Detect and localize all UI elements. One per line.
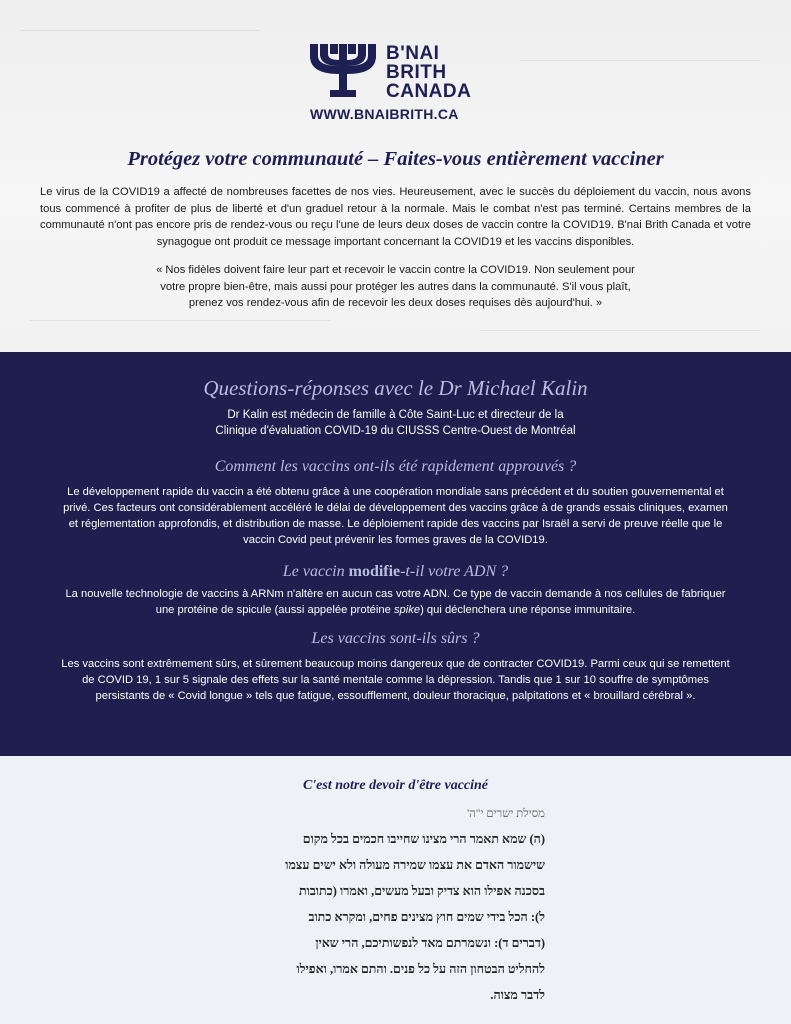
hebrew-line: להחליט הבטחון הזה על כל פנים. והתם אמרו, ואפילו: [296, 962, 545, 976]
paper-texture-line: [480, 330, 760, 331]
hebrew-line: (דברים ד): ונשמרתם מאד לנפשותיכם, הרי שאין: [315, 936, 545, 950]
qa-subtitle-line: Dr Kalin est médecin de famille à Côte Saint-Luc et directeur de la: [227, 409, 564, 421]
qa-title: Questions-réponses avec le Dr Michael Kalin: [203, 376, 588, 400]
website-link[interactable]: WWW.BNAIBRITH.CA: [310, 106, 459, 122]
quote-line: prenez vos rendez-vous afin de recevoir les deux doses requises dès aujourd'hui. »: [188, 297, 603, 309]
paper-texture-line: [30, 320, 330, 321]
answer-dna-part: ) qui déclenchera une réponse immunitaire.: [420, 604, 636, 616]
question-approval: Comment les vaccins ont-ils été rapidement approuvés ?: [214, 458, 577, 475]
question-dna: [0, 563, 791, 581]
hebrew-line: ל): הכל בידי שמים חוץ מצינים פחים, ומקרא כתוב: [308, 910, 545, 924]
qa-subtitle-line: Clinique d'évaluation COVID-19 du CIUSSS Centre-Ouest de Montréal: [215, 425, 576, 437]
quote-line: « Nos fidèles doivent faire leur part et recevoir le vaccin contre la COVID19. Non seulement pour: [156, 264, 635, 276]
logo-line-3: CANADA: [386, 81, 472, 102]
qa-subtitle: [160, 407, 631, 439]
hebrew-line: לדבר מצוה.: [490, 988, 545, 1002]
question-safety: Les vaccins sont-ils sûrs ?: [311, 630, 480, 647]
logo-wordmark: [386, 44, 471, 101]
hebrew-line: (ה) שמא תאמר הרי מצינו שחייבו חכמים בכל מקום: [302, 832, 545, 846]
paper-texture-line: [20, 30, 260, 31]
answer-dna: [60, 586, 731, 618]
question-dna-part: -t-il votre ADN ?: [400, 563, 509, 580]
hebrew-line: בסכנה אפילו הוא צדיק ובעל מעשים, ואמרו (כתובות: [298, 884, 545, 898]
quote-line: votre propre bien-être, mais aussi pour protéger les autres dans la communauté. S'il vous plaît,: [160, 280, 631, 293]
answer-dna-italic: spike: [393, 604, 421, 616]
duty-title: C'est notre devoir d'être vacciné: [302, 778, 489, 793]
logo-line-1: B'NAI: [386, 43, 440, 64]
logo-line-2: BRITH: [386, 62, 447, 83]
paper-texture-line: [520, 60, 760, 61]
answer-dna-part: La nouvelle technologie de vaccins à ARNm n'altère en aucun cas votre ADN. Ce type de vaccin demande à nos cellules de fabriquer une protéine de spicule (aussi appelée protéine: [65, 588, 726, 616]
rabbi-quote: [120, 262, 671, 312]
intro-paragraph: Le virus de la COVID19 a affecté de nombreuses facettes de nos vies. Heureusement, avec le succès du déploiement du vaccin, nous avons tous commencé à profiter de plus de liberté et d'un graduel retour à la normale. Mais le combat n'est pas terminé. Certains membres de la communauté n'ont pas encore pris de rendez-vous ou reçu l'une de leurs deux doses de vaccin contre la COVID19. B'nai Brith Canada et votre synagogue ont produit ce message important concernant la COVID19 et les vaccins disponibles.: [40, 186, 751, 248]
hebrew-text: [240, 826, 545, 1008]
bnai-brith-logo[interactable]: [310, 42, 490, 132]
page-title: Protégez votre communauté – Faites-vous entièrement vacciner: [127, 148, 664, 170]
answer-approval: Le développement rapide du vaccin a été obtenu grâce à une coopération mondiale sans précédent et du soutien gouvernemental et privé. Ces facteurs ont considérablement accéléré le délai de développement des vaccins grâce à de grands essais cliniques, examen et réglementation approfondis, et distribution de masse. Le déploiement rapide des vaccins par Israël a servi de preuve réelle que le vaccin Covid peut prévenir les formes graves de la COVID19.: [63, 486, 728, 546]
menorah-icon: [310, 44, 376, 104]
question-dna-emphasis: modifie: [348, 563, 401, 580]
answer-safety: Les vaccins sont extrêmement sûrs, et sûrement beaucoup moins dangereux que de contracter COVID19. Parmi ceux qui se remettent de COVID 19, 1 sur 5 signale des effets sur la santé mentale comme la dépression. Tandis que 1 sur 10 souffre de symptômes persistants de « Covid longue » tels que fatigue, essoufflement, douleur thoracique, palpitations et « brouillard cérébral ».: [61, 658, 730, 702]
hebrew-line: שישמור האדם את עצמו שמירה מעולה ולא ישים עצמו: [285, 858, 545, 872]
question-dna-part: Le vaccin: [282, 563, 349, 580]
hebrew-source: מסילת ישרים י"ה': [467, 808, 545, 820]
